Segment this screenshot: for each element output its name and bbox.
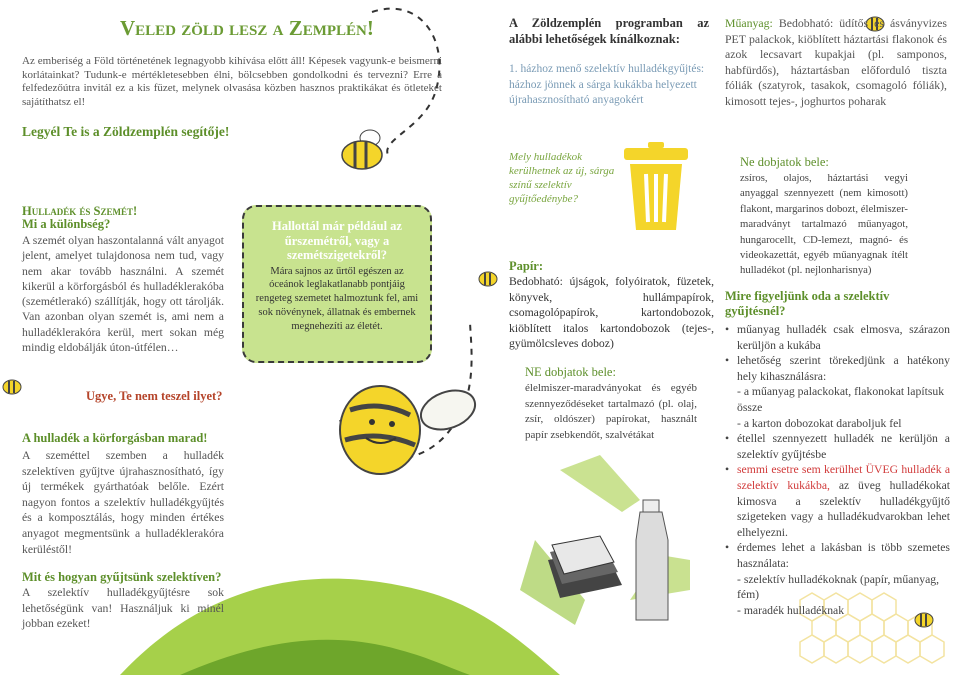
bin-question: Mely hulladékok kerülhetnek az új, sárga színű szelektív gyűjtőedénybe? [509,151,615,205]
info-bubble [242,205,432,363]
heading-difference: Mi a különbség? [22,217,111,231]
bee-icon-left [3,380,21,394]
slogan: Legyél Te is a Zöldzemplén segítője! [22,124,230,139]
plastic-ne-text: zsíros, olajos, háztartási vegyi anyaggal szennyezett (nem kimosott) flakont, margarinos dobozt, élelmiszer-maradványt tartalmazó műanyagot, hungarocellt, CD-lemezt, magnó- és videokazettát, egyéb műanyagnak ítélt hulladékot (pl. nejlonharisnya) [740,172,908,277]
plastic-label: Műanyag: [725,16,773,30]
paper-text: Bedobható: újságok, folyóiratok, füzetek, könyvek, hullámpapírok, csomagolópapírok, kartondobozok, kiöblített italos kartondobozok (tejes-, gyümölcsleves doboz) [509,275,714,350]
glass-warning: semmi esetre sem kerülhet ÜVEG [737,463,899,477]
glass-warning-cont: hulladék a szelektív kukákba, [737,463,951,492]
paragraph-what-how: A szelektív hulladékgyűjtésre sok lehetőségünk van! Használjuk ki minél jobban ezeket! [22,586,224,631]
plastic-ne-label: Ne dobjatok bele: [740,155,829,169]
heading-what-how: Mit és hogyan gyűjtsünk szelektíven? [22,570,222,584]
plastic-text: Bedobható: üdítős és ásványvizes PET palackok, kiöblített háztartási flakonok és azok lecsavart kupakjai (pl. samponos, habfürdős), háztartásban előforduló tiszta fóliák (szatyrok, tasakok, csomagoló fóliák), kimosott tejes-, joghurtos poharak [725,16,947,108]
list-item: • érdemes lehet a lakásban is több szemetes használata: [725,540,950,571]
big-bee-icon [340,384,480,474]
paragraph-cycle: A szeméttel szemben a hulladék szelektíven gyűjtve újrahasznosítható, így új termékek gyárthatóak belőle. Ezért nagyon fontos a szelektív hulladékgyűjtés és a komposztálás, hogy minden értékes anyagot megmentsünk a hulladéklerakóra kerüléstől! [22,449,224,556]
page-title: Veled zöld lesz a Zemplén! [120,16,374,40]
tips-list [725,322,950,618]
glass-text: az üveg hulladékokat kimosva a szelektív hulladékgyűjtő szigeteken vagy a hulladékudvarokban lehet elhelyezni. [737,478,951,539]
list-item: • műanyag hulladék csak elmosva, szárazon kerüljön a kukába [725,322,950,353]
program-item-1: 1. házhoz menő szelektív hulladékgyűjtés: házhoz jönnek a sárga kukákba helyezett újrahasznosítható anyagokért [509,63,705,106]
paragraph-waste: A szemét olyan haszontalanná vált anyagot jelent, amelyet tulajdonosa nem tud, vagy nem akar tovább használni. A szemét kikerül a körforgásból és hulladéklerakóba (szemétlerakó) szállítják, hogy ott tárolják. Van azonban olyan szemét is, ami nem a hulladéklerakóra kerül, mert sokan még mindig eldobálják úton-útfélen… [22,234,224,355]
bee-icon-mid [479,272,497,286]
list-item-glass [725,462,950,540]
paper-ne-text: élelmiszer-maradványokat és egyéb szennyeződéseket tartalmazó (pl. olaj, zsír, oldószer) papírokat, használt papír zsebkendőt, szalvétákat [525,382,697,441]
list-subitem: - a műanyag palackokat, flakonokat lapítsuk össze [737,385,945,414]
bubble-text: Mára sajnos az űrtől egészen az óceánok leglakatlanabb pontjáig rengeteg szemetet halmoztunk fel, ami sok növénynek, állatnak és embernek megnehezíti az életét. [255,265,419,332]
list-item: • étellel szennyezett hulladék ne kerüljön a szelektív gyűjtésbe [725,431,950,462]
list-subitem: - a karton dobozokat daraboljuk fel [737,416,902,430]
list-item: • lehetőség szerint törekedjünk a hatékony hely kihasználásra: [725,353,950,384]
bubble-title: Hallottál már például az űrszemétről, vagy a szemétszigetekről? [272,219,402,262]
bee-icon-top [342,130,382,169]
plastic-bottle-icon [636,500,668,620]
list-subitem: - maradék hulladéknak [737,603,845,617]
callout-ugye: Ugye, Te nem teszel ilyet? [86,389,223,403]
heading-waste: Hulladék és Szemét! [22,204,138,218]
newspaper-stack-icon [548,536,622,598]
intro-text: Az emberiség a Föld történetének legnagyobb kihívása előtt áll! Képesek vagyunk-e beismerni korlátainkat? Tudunk-e mértékletesebben élni, bölcsebben gondolkodni és tervezni? Erre a felfedezőútra invitál ez a kis füzet, melynek olvasása közben hasznos praktikákat és ötleteket sajátíthatsz el! [22,55,442,108]
heading-cycle: A hulladék a körforgásban marad! [22,431,208,445]
plastic-paragraph [725,16,947,109]
paper-heading: Papír: [509,259,544,273]
yellow-bin-icon [624,142,688,230]
list-subitem: - szelektív hulladékoknak (papír, műanyag, fém) [737,572,940,602]
tips-heading: Mire figyeljünk oda a szelektív gyűjtésnél? [725,289,890,318]
paper-ne-label: NE dobjatok bele: [525,365,616,379]
program-heading: A Zöldzemplén programban az alábbi lehetőségek kínálkoznak: [509,16,709,46]
